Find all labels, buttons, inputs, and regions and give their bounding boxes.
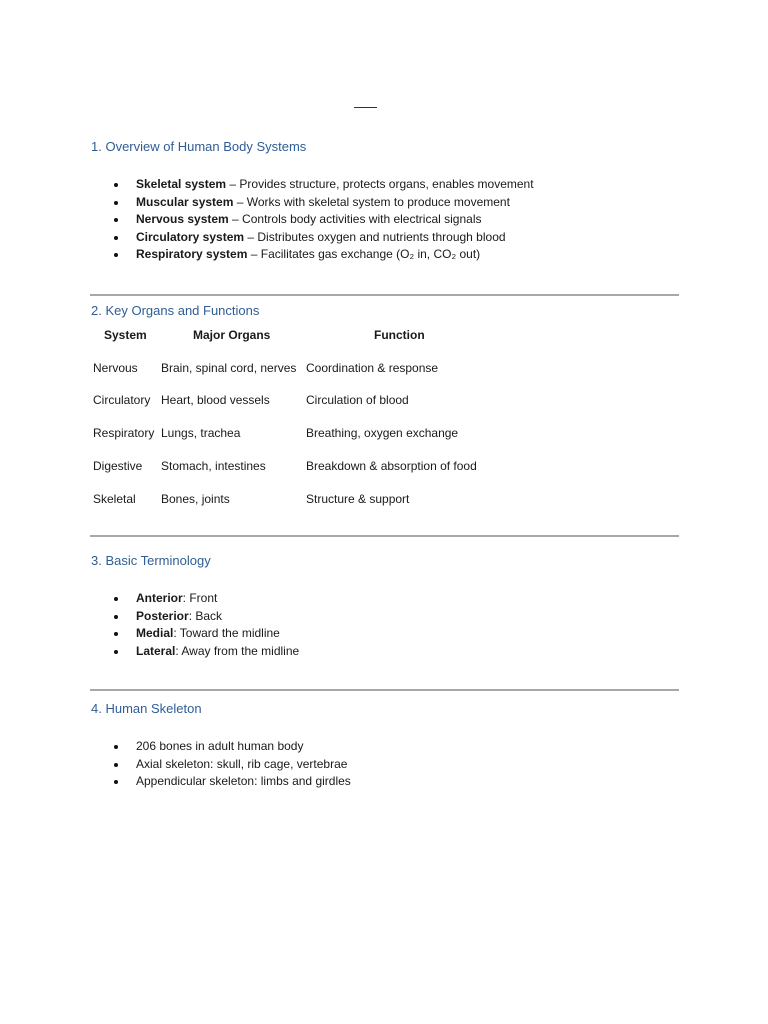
list-text: – Facilitates gas exchange (O₂ in, CO₂ out)	[247, 247, 481, 261]
list-text: : Back	[188, 608, 223, 623]
table-cell: Circulatory	[93, 393, 151, 407]
bullet-icon	[114, 615, 118, 619]
bullet-icon	[114, 218, 118, 222]
table-cell: Breakdown & absorption of food	[306, 459, 477, 473]
section-heading: 3. Basic Terminology	[91, 553, 211, 568]
list-text: : Away from the midline	[175, 643, 300, 658]
section-skeleton	[91, 701, 679, 791]
bullet-icon	[114, 650, 118, 654]
table-cell: Brain, spinal cord, nerves	[161, 361, 297, 375]
table-cell: Stomach, intestines	[161, 459, 266, 473]
list-term: Circulatory system	[136, 229, 245, 244]
list-text: – Provides structure, protects organs, enables movement	[226, 177, 534, 191]
bullet-icon	[114, 201, 118, 205]
table-cell: Lungs, trachea	[161, 426, 241, 440]
list-item	[91, 211, 679, 229]
list-term: Medial	[136, 626, 174, 640]
list-text: – Works with skeletal system to produce movement	[233, 194, 510, 209]
bullet-icon	[114, 253, 118, 257]
table-cell: Digestive	[93, 459, 143, 473]
section-key-organs	[91, 303, 679, 319]
table-cell: Coordination & response	[306, 361, 439, 375]
table-cell: Skeletal	[93, 492, 136, 506]
list-item	[91, 176, 679, 194]
list-item	[91, 229, 679, 247]
bullet-icon	[114, 632, 118, 636]
column-header-function: Function	[374, 328, 425, 342]
table-cell: Heart, blood vessels	[161, 393, 270, 407]
list-term: Skeletal system	[136, 177, 227, 191]
list-term: Muscular system	[136, 194, 234, 209]
list-term: Nervous system	[136, 212, 229, 226]
terminology-list	[91, 590, 679, 660]
list-text: – Controls body activities with electrical signals	[228, 212, 482, 226]
list-text: – Distributes oxygen and nutrients through blood	[244, 229, 506, 244]
section-terminology	[91, 553, 679, 660]
list-text: 206 bones in adult human body	[136, 739, 304, 753]
list-item	[91, 625, 679, 643]
list-text: : Toward the midline	[173, 626, 280, 640]
list-text: Axial skeleton: skull, rib cage, vertebrae	[136, 756, 348, 771]
skeleton-list	[91, 738, 679, 791]
table-cell: Nervous	[93, 361, 138, 375]
table-cell: Respiratory	[93, 426, 155, 440]
column-header-system: System	[104, 328, 147, 342]
section-overview	[91, 139, 679, 264]
bullet-icon	[114, 780, 118, 784]
section-heading: 2. Key Organs and Functions	[91, 303, 260, 318]
list-item	[91, 590, 679, 608]
section-heading: 4. Human Skeleton	[91, 701, 202, 716]
list-item	[91, 643, 679, 661]
list-item	[91, 246, 679, 264]
system-list	[91, 176, 679, 264]
list-term: Respiratory system	[136, 247, 248, 261]
list-text: Appendicular skeleton: limbs and girdles	[136, 774, 351, 788]
table-cell: Bones, joints	[161, 492, 230, 506]
section-divider	[90, 689, 679, 691]
bullet-icon	[114, 236, 118, 240]
list-text: : Front	[182, 591, 218, 605]
table-cell: Structure & support	[306, 492, 410, 506]
list-term: Anterior	[136, 591, 183, 605]
list-term: Posterior	[136, 608, 189, 623]
list-item	[91, 738, 679, 756]
table-cell: Breathing, oxygen exchange	[306, 426, 459, 440]
column-header-organs: Major Organs	[193, 328, 271, 342]
list-item	[91, 608, 679, 626]
list-item	[91, 756, 679, 774]
header-rule	[354, 107, 377, 108]
bullet-icon	[114, 745, 118, 749]
section-heading: 1. Overview of Human Body Systems	[91, 139, 307, 154]
section-divider	[90, 294, 679, 296]
list-term: Lateral	[136, 643, 176, 658]
bullet-icon	[114, 597, 118, 601]
table-cell: Circulation of blood	[306, 393, 409, 407]
list-item	[91, 773, 679, 791]
list-item	[91, 194, 679, 212]
bullet-icon	[114, 183, 118, 187]
section-divider	[90, 535, 679, 537]
bullet-icon	[114, 763, 118, 767]
